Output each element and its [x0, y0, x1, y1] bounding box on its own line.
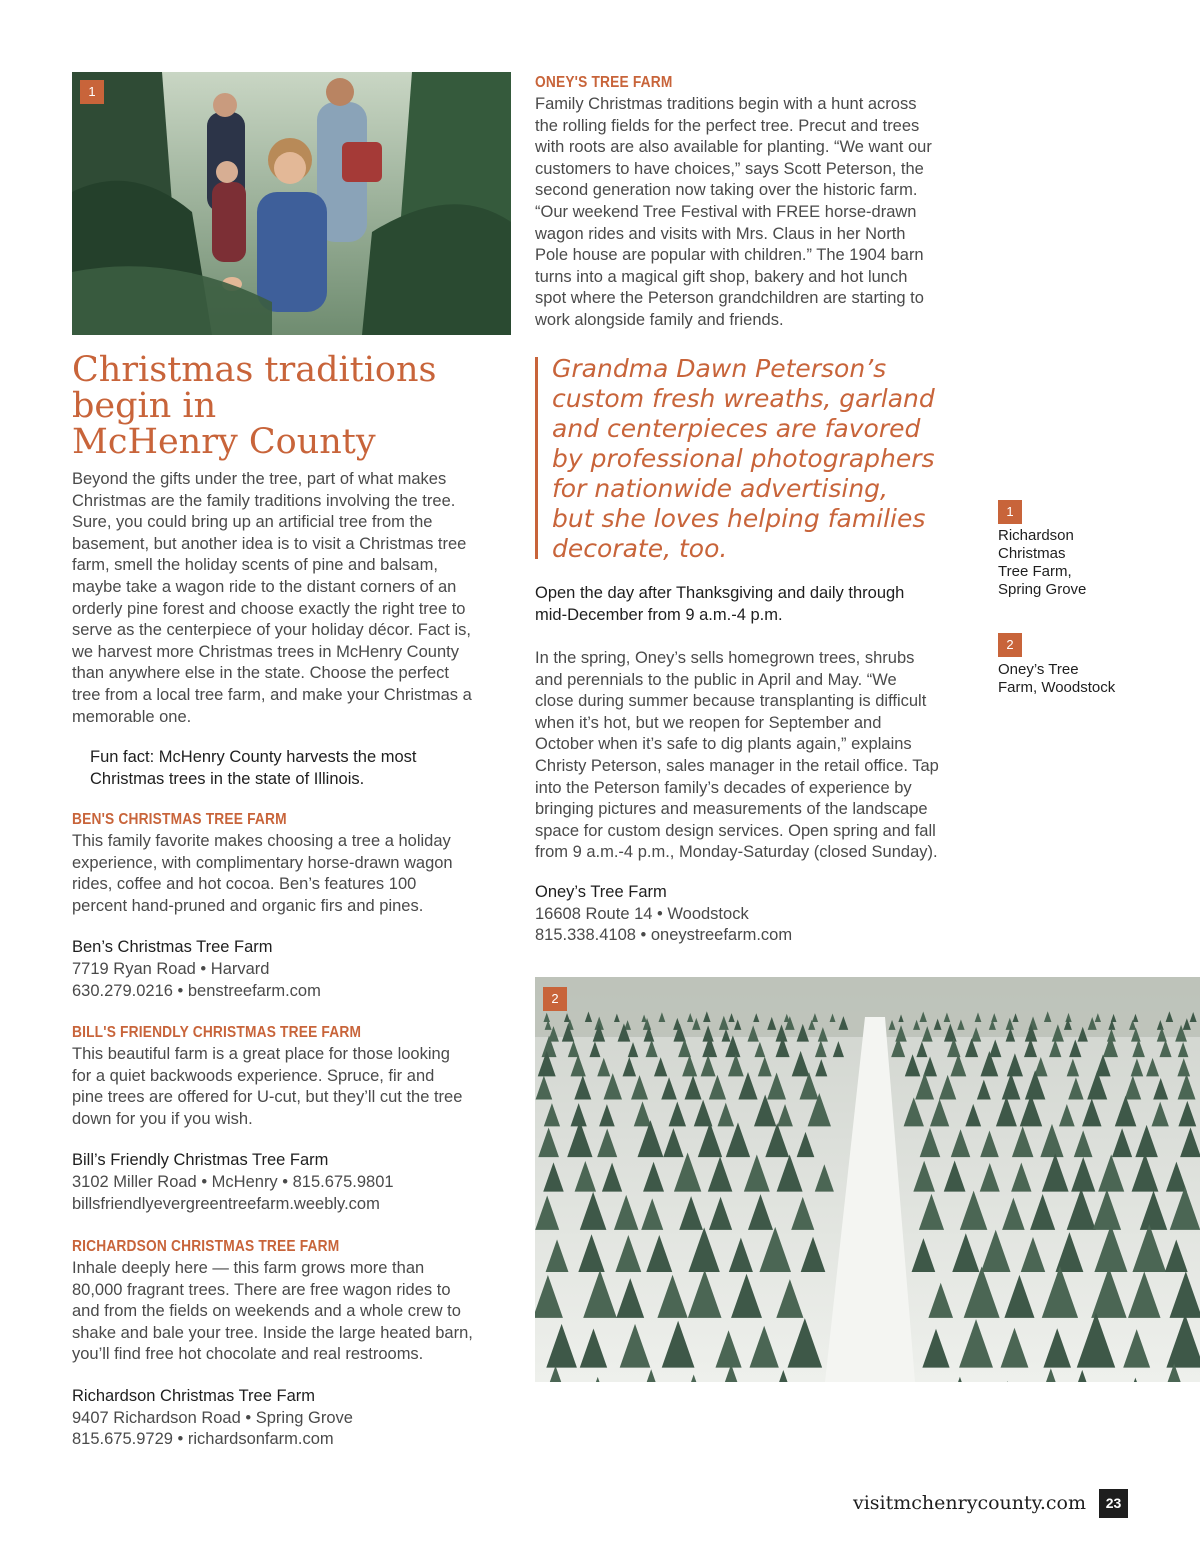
title-line: McHenry County: [72, 422, 376, 462]
text-line: space for custom design services. Open spring and fall: [535, 821, 936, 840]
family-photo-illustration: [72, 72, 511, 335]
contact-block: [72, 1386, 473, 1451]
farm-contact: 630.279.0216 • benstreefarm.com: [72, 981, 321, 1000]
text-line: This beautiful farm is a great place for those looking: [72, 1045, 450, 1063]
text-line: mid-December from 9 a.m.-4 p.m.: [535, 605, 783, 624]
text-line: maybe take a wagon ride to the distant corners of an: [72, 577, 457, 596]
oneys-hours: [535, 583, 904, 626]
caption-line: Richardson: [998, 527, 1074, 544]
text-line: Christmas trees in the state of Illinois.: [90, 769, 365, 788]
quote-line: for nationwide advertising,: [552, 474, 888, 503]
contact-block: [72, 1150, 462, 1215]
text-line: shake and bale your tree. Inside the large heated barn,: [72, 1323, 473, 1342]
farm-contact: 815.338.4108 • oneystreefarm.com: [535, 926, 793, 945]
tree-field-illustration: [535, 977, 1200, 1382]
section-heading: BEN'S CHRISTMAS TREE FARM: [72, 811, 287, 828]
text-line: close during summer because transplanting is difficult: [535, 692, 927, 711]
caption-line: Tree Farm,: [998, 563, 1072, 580]
text-line: into the Peterson family’s decades of experience by: [535, 778, 912, 797]
text-line: work alongside family and friends.: [535, 310, 784, 329]
text-line: This family favorite makes choosing a tree a holiday: [72, 832, 451, 850]
text-line: “Our weekend Tree Festival with FREE horse-drawn: [535, 202, 917, 221]
pull-quote: [552, 354, 935, 564]
text-line: 80,000 fragrant trees. There are free wagon rides to: [72, 1280, 451, 1299]
bens-section: [72, 811, 453, 1002]
section-body: [72, 1258, 473, 1366]
section-body: [72, 831, 453, 917]
text-line: percent hand-pruned and organic firs and pines.: [72, 896, 424, 915]
caption-line: Oney’s Tree: [998, 661, 1079, 678]
caption-line: Christmas: [998, 545, 1066, 562]
text-line: turns into a magical gift shop, bakery and hot lunch: [535, 267, 908, 286]
text-line: Open the day after Thanksgiving and daily through: [535, 584, 905, 602]
fun-fact: [90, 747, 416, 790]
farm-name: Bill’s Friendly Christmas Tree Farm: [72, 1151, 329, 1170]
text-line: down for you if you wish.: [72, 1109, 253, 1128]
farm-address: 9407 Richardson Road • Spring Grove: [72, 1408, 353, 1427]
quote-line: but she loves helping families: [552, 504, 926, 533]
section-heading: ONEY'S TREE FARM: [535, 74, 673, 91]
quote-line: by professional photographers: [552, 444, 935, 473]
caption-line: Spring Grove: [998, 581, 1087, 598]
text-line: than anywhere else in the state. Choose the perfect: [72, 664, 449, 683]
intro-paragraph: [72, 469, 472, 728]
photo-family-tree-farm: [72, 72, 511, 335]
caption-line: Farm, Woodstock: [998, 679, 1116, 696]
quote-line: custom fresh wreaths, garland: [552, 384, 935, 413]
text-line: Family Christmas traditions begin with a hunt across: [535, 95, 917, 113]
quote-line: Grandma Dawn Peterson’s: [552, 354, 887, 383]
quote-rule: [535, 357, 538, 559]
text-line: Beyond the gifts under the tree, part of what makes: [72, 470, 447, 488]
photo-badge: 2: [543, 987, 567, 1011]
title-line: begin in: [72, 386, 217, 426]
section-body: [72, 1044, 462, 1130]
page-number: 23: [1099, 1489, 1128, 1518]
text-line: farm, smell the holiday scents of pine and balsam,: [72, 556, 438, 575]
photo-snowy-tree-farm: [535, 977, 1200, 1382]
farm-contact: 815.675.9729 • richardsonfarm.com: [72, 1430, 334, 1449]
text-line: when it’s hot, but we reopen for September and: [535, 713, 882, 732]
quote-line: and centerpieces are favored: [552, 414, 921, 443]
text-line: serve as the centerpiece of your holiday décor. Fact is,: [72, 621, 471, 640]
text-line: orderly pine forest and choose exactly the right tree to: [72, 599, 466, 618]
text-line: we harvest more Christmas trees in McHenry County: [72, 642, 459, 661]
text-line: rides, coffee and hot cocoa. Ben’s features 100: [72, 875, 417, 894]
farm-contact: billsfriendlyevergreentreefarm.weebly.com: [72, 1194, 380, 1213]
quote-line: decorate, too.: [552, 534, 728, 563]
text-line: Christy Peterson, sales manager in the retail office. Tap: [535, 756, 939, 775]
text-line: with roots are also available for planting. “We want our: [535, 138, 932, 157]
photo-caption: [998, 527, 1086, 599]
text-line: tree from a local tree farm, and make your Christmas a: [72, 685, 472, 704]
text-line: Christmas are the family traditions involving the tree.: [72, 491, 456, 510]
photo-badge: 1: [80, 80, 104, 104]
text-line: pine trees are offered for U-cut, but they’ll cut the tree: [72, 1088, 463, 1107]
text-line: memorable one.: [72, 707, 192, 726]
text-line: you’ll find free hot chocolate and real restrooms.: [72, 1345, 424, 1364]
text-line: second generation now taking over the historic farm.: [535, 181, 918, 200]
text-line: Inhale deeply here — this farm grows more than: [72, 1259, 425, 1277]
richardson-section: [72, 1238, 473, 1451]
farm-address: 3102 Miller Road • McHenry • 815.675.9801: [72, 1172, 394, 1191]
text-line: and from the fields on weekends and a whole crew to: [72, 1302, 461, 1321]
text-line: from 9 a.m.-4 p.m., Monday-Saturday (closed Sunday).: [535, 843, 938, 862]
oneys-spring: [535, 648, 939, 864]
oneys-section: [535, 74, 932, 332]
text-line: spot where the Peterson grandchildren are starting to: [535, 289, 924, 308]
title-line: Christmas traditions: [72, 350, 437, 390]
farm-name: Richardson Christmas Tree Farm: [72, 1386, 315, 1405]
contact-block: [72, 937, 453, 1002]
page-title: [72, 352, 437, 460]
caption-badge: 2: [998, 633, 1022, 657]
farm-address: 16608 Route 14 • Woodstock: [535, 904, 749, 923]
section-heading: BILL'S FRIENDLY CHRISTMAS TREE FARM: [72, 1024, 362, 1041]
text-line: bringing pictures and measurements of the landscape: [535, 800, 928, 819]
text-line: for a quiet backwoods experience. Spruce, fir and: [72, 1066, 435, 1085]
text-line: customers to have choices,” says Scott Peterson, the: [535, 159, 924, 178]
text-line: Sure, you could bring up an artificial tree from the: [72, 513, 433, 532]
section-body: [535, 94, 932, 332]
farm-name: Ben’s Christmas Tree Farm: [72, 938, 273, 957]
text-line: wagon rides and visits with Mrs. Claus in her North: [535, 224, 906, 243]
text-line: the rolling fields for the perfect tree. Precut and trees: [535, 116, 920, 135]
text-line: Pole house are popular with children.” The 1904 barn: [535, 246, 924, 265]
text-line: October when it’s safe to dig plants again,” explains: [535, 735, 912, 754]
text-line: and perennials to the public in April and May. “We: [535, 670, 897, 689]
farm-address: 7719 Ryan Road • Harvard: [72, 959, 270, 978]
farm-name: Oney’s Tree Farm: [535, 883, 667, 901]
caption-badge: 1: [998, 500, 1022, 524]
text-line: In the spring, Oney’s sells homegrown trees, shrubs: [535, 649, 915, 667]
text-line: Fun fact: McHenry County harvests the most: [90, 748, 417, 766]
section-heading: RICHARDSON CHRISTMAS TREE FARM: [72, 1238, 340, 1255]
contact-block: [535, 882, 792, 947]
text-line: basement, but another idea is to visit a Christmas tree: [72, 534, 467, 553]
text-line: experience, with complimentary horse-drawn wagon: [72, 853, 453, 872]
footer-site[interactable]: visitmchenrycounty.com: [852, 1492, 1086, 1514]
bills-section: [72, 1024, 462, 1215]
photo-caption: [998, 661, 1115, 697]
